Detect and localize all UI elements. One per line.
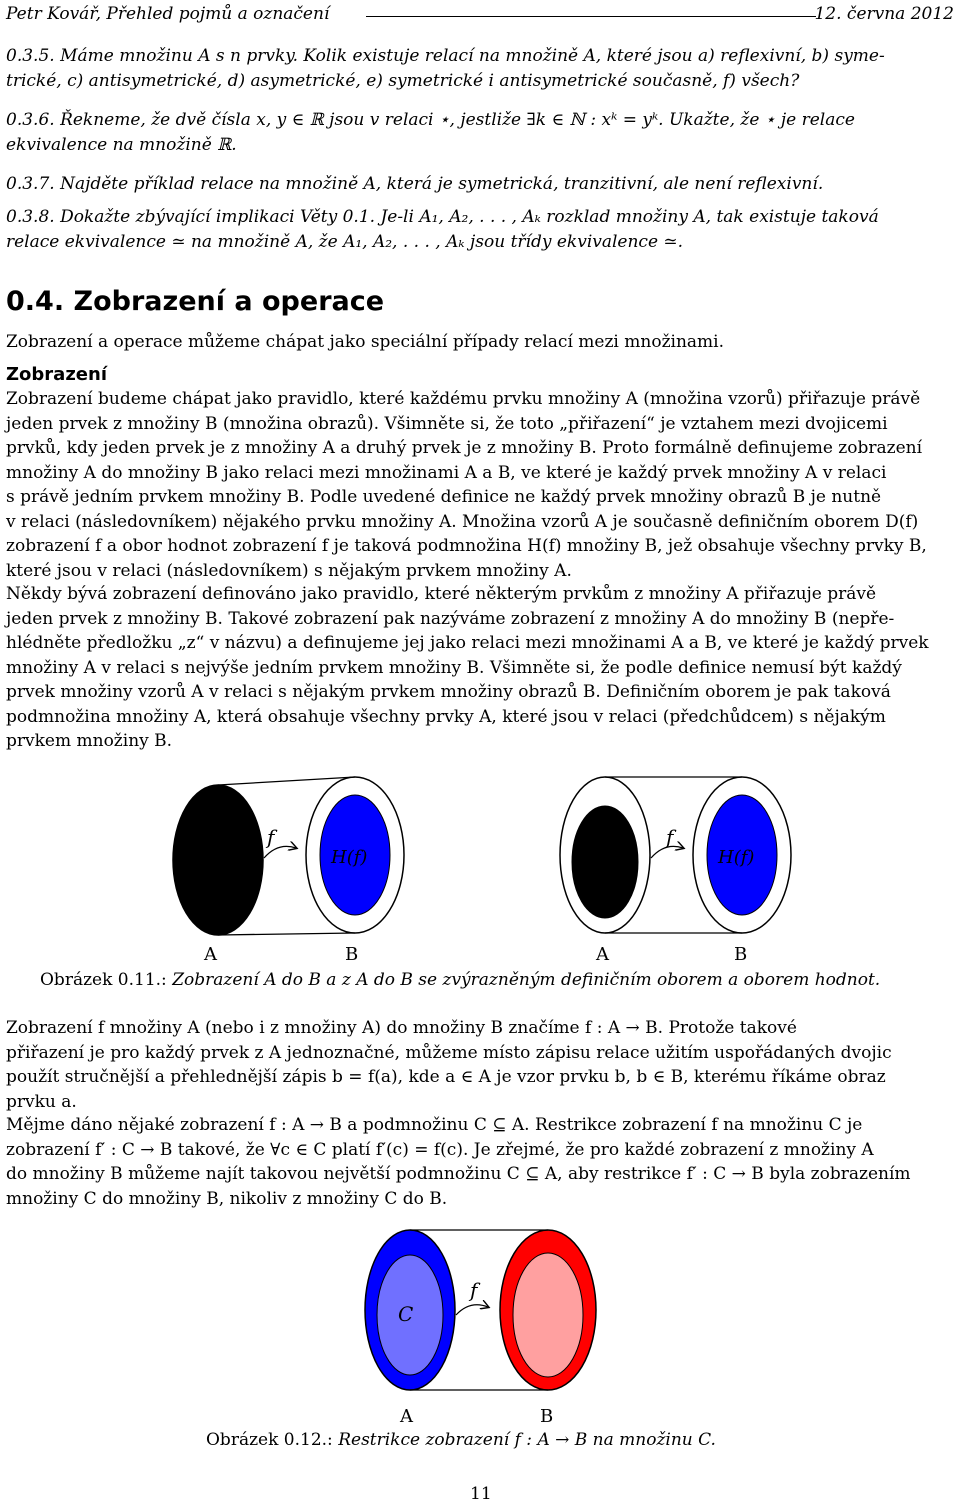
arrow-label-f: f (267, 825, 275, 849)
page-number: 11 (470, 1484, 492, 1504)
figure-0-12-diagram (0, 1215, 960, 1425)
header-rule (366, 16, 816, 17)
set-b-label-3: B (540, 1406, 554, 1425)
domain-d-f (572, 806, 638, 918)
arrow-icon-3 (456, 1305, 488, 1315)
header-date: 12. června 2012 (814, 4, 954, 24)
paragraph-2: Někdy bývá zobrazení definováno jako pravidlo, které některým prvkům z množiny A přiřazuje právě jeden prvek z množiny B. Takové zobrazení pak nazýváme zobrazení z množiny A do množiny B (nepře- hlédněte předložku „z“ v názvu) a definujeme jej jako relaci mezi množinami A a B, ve které je každý prvek množiny A v relaci s nejvýše jedním prvkem množiny B. Všimněte si, že podle definice nemusí být každý prvek množiny vzorů A v relaci s nějakým prvkem množiny obrazů B. Definičním oborem je pak taková podmnožina množiny A, která obsahuje všechny prvky A, které jsou v relaci (předchůdcem) s nějakým prvkem množiny B. (6, 584, 929, 751)
header-author-title: Petr Kovář, Přehled pojmů a označení (6, 4, 330, 24)
set-a-label-3: A (400, 1406, 413, 1425)
figure-0-11-caption: Obrázek 0.11.: Zobrazení A do B a z A do B se zvýrazněným definičním oborem a oborem hodnot. (40, 970, 881, 990)
set-b-label: B (345, 944, 359, 965)
arrow-label-f-3: f (470, 1278, 478, 1302)
figure-0-12-caption: Obrázek 0.12.: Restrikce zobrazení f : A → B na množinu C. (206, 1430, 716, 1450)
set-a-label: A (204, 944, 217, 965)
subheading-zobrazeni: Zobrazení (6, 364, 107, 385)
section-title: 0.4. Zobrazení a operace (6, 286, 385, 317)
set-a-label-2: A (596, 944, 609, 965)
arrow-label-f-2: f (666, 825, 674, 849)
domain-a-filled (173, 785, 263, 935)
range-label-2: H(f) (718, 847, 755, 868)
range-subset (513, 1253, 583, 1377)
figure-0-11-diagram (0, 770, 960, 970)
set-b-label-2: B (734, 944, 748, 965)
paragraph-4: Mějme dáno nějaké zobrazení f : A → B a podmnožinu C ⊆ A. Restrikce zobrazení f na množinu C je zobrazení f′ : C → B takové, že ∀c ∈ C platí f′(c) = f(c). Je zřejmé, že pro každé zobrazení z množiny A do množiny B můžeme najít takovou největší podmnožinu C ⊆ A, aby restrikce f′ : C → B byla zobrazením množiny C do množiny B, nikoliv z množiny C do B. (6, 1115, 911, 1209)
running-header (6, 4, 954, 28)
paragraph-3: Zobrazení f množiny A (nebo i z množiny A) do množiny B značíme f : A → B. Protože takové přiřazení je pro každý prvek z A jednoznačné, můžeme místo zápisu relace užitím uspořádaných dvojic použít stručnější a přehlednější zápis b = f(a), kde a ∈ A je vzor prvku b, b ∈ B, kterému říkáme obraz prvku a. (6, 1018, 892, 1112)
section-intro: Zobrazení a operace můžeme chápat jako speciální případy relací mezi množinami. (6, 332, 725, 352)
exercise-0-3-8: 0.3.8. Dokažte zbývající implikaci Věty 0.1. Je-li A₁, A₂, . . . , Aₖ rozklad množiny A, tak existuje taková relace ekvivalence ≃ na množině A, že A₁, A₂, . . . , Aₖ jsou třídy ekvivalence ≃. (6, 207, 879, 252)
subset-c-label: C (398, 1302, 414, 1326)
range-label: H(f) (331, 847, 368, 868)
connector-bottom (218, 933, 355, 935)
paragraph-1: Zobrazení budeme chápat jako pravidlo, které každému prvku množiny A (množina vzorů) přiřazuje právě jeden prvek z množiny B (množina obrazů). Všimněte si, že toto „přiřazení“ je vztahem mezi dvojicemi prvků, kdy jeden prvek je z množiny A a druhý prvek je z množiny B. Proto formálně definujeme zobrazení množiny A do množiny B jako relaci mezi množinami A a B, ve které je každý prvek množiny A v relaci s právě jedním prvkem množiny B. Podle uvedené definice ne každý prvek množiny obrazů B je nutně v relaci (následovníkem) nějakého prvku množiny A. Množina vzorů A je současně definičním oborem D(f) zobrazení f a obor hodnot zobrazení f je taková podmnožina H(f) množiny B, jež obsahuje všechny prvky B, které jsou v relaci (následovníkem) s nějakým prvkem množiny A. (6, 389, 927, 581)
exercise-0-3-6: 0.3.6. Řekneme, že dvě čísla x, y ∈ ℝ jsou v relaci ⋆, jestliže ∃k ∈ ℕ : xᵏ = yᵏ. Ukažte, že ⋆ je relace ekvivalence na množině ℝ. (6, 110, 855, 155)
exercise-0-3-5: 0.3.5. Máme množinu A s n prvky. Kolik existuje relací na množině A, které jsou a) reflexivní, b) syme- trické, c) antisymetrické, d) asymetrické, e) symetrické i antisymetrické současně, f) všech? (6, 46, 885, 91)
exercise-0-3-7: 0.3.7. Najděte příklad relace na množině A, která je symetrická, tranzitivní, ale není reflexivní. (6, 174, 824, 194)
